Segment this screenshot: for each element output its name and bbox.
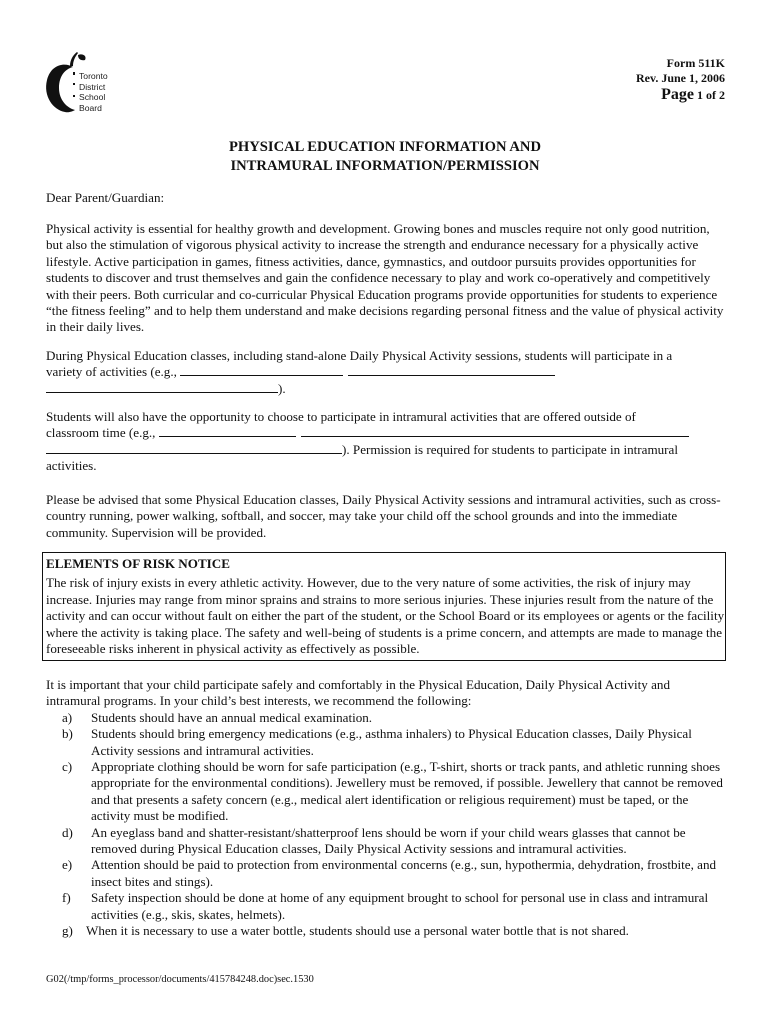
intramural-activities-blank-2[interactable] (301, 425, 689, 437)
list-item: a) Students should have an annual medical examination. (62, 709, 373, 725)
pe-activities-blank-3[interactable] (46, 381, 278, 393)
tdsb-logo (43, 50, 123, 120)
pe-activities-blank-2[interactable] (348, 364, 555, 376)
list-item: e) Attention should be paid to protection from environmental concerns (e.g., sun, hypothermia, dehydration, frostbite, and insect bites and stings). (62, 857, 717, 889)
intro-paragraph: Physical activity is essential for healthy growth and development. Growing bones and muscles require not only good nutrition, but also the stimulation of vigorous physical activity to increase the strength and endurance necessary for a physically active lifestyle. Active participation in games, fitness activities, dance, gymnastics, and outdoor pursuits provides opportunities for students to discover and trust themselves and gain the confidence necessary to play and work co-operatively and competitively with their peers. Both curricular and co-curricular Physical Education programs provide opportunities for students to experience “the fitness feeling” and to help them understand and make decisions regarding personal fitness and the value of physical activity in their daily lives. (46, 221, 724, 335)
off-site-advisory-paragraph: Please be advised that some Physical Education classes, Daily Physical Activity sessions and intramural activities, such as cross-country running, power walking, softball, and soccer, may take your child off the school grounds and into the immediate community. Supervision will be provided. (46, 492, 721, 540)
intramural-paragraph: Students will also have the opportunity to choose to participate in intramural activities that are offered outside of classroom time (e.g., ). Permission is required for students to participate in intramural activities. (46, 409, 726, 475)
document-footer-path: G02(/tmp/forms_processor/documents/415784248.doc)sec.1530 (46, 974, 314, 985)
list-item: f) Safety inspection should be done at home of any equipment brought to school for personal use in class and intramural activities (e.g., skis, skates, helmets). (62, 890, 709, 922)
page-indicator: Page 1 of 2 (661, 86, 725, 103)
risk-notice-box (42, 552, 726, 661)
recommendations-intro: It is important that your child participate safely and comfortably in the Physical Education, Daily Physical Activity and intramural programs. In your child’s best interests, we recommend the following: (46, 677, 670, 709)
intramural-activities-blank-1[interactable] (159, 425, 296, 437)
form-number: Form 511K (666, 56, 725, 70)
logo-wordmark: Toronto District School Board (79, 71, 108, 113)
risk-notice-heading: ELEMENTS OF RISK NOTICE (46, 556, 230, 571)
document-title: PHYSICAL EDUCATION INFORMATION AND INTRAMURAL INFORMATION/PERMISSION (228, 139, 542, 174)
pe-activities-paragraph: During Physical Education classes, including stand-alone Daily Physical Activity sessions, students will participate in a variety of activities (e.g., ). (46, 348, 673, 396)
list-item: d) An eyeglass band and shatter-resistant/shatterproof lens should be worn if your child wears glasses that cannot be removed during Physical Education classes, Daily Physical Activity sessions and intramural activities. (62, 824, 686, 857)
revision-date: Rev. June 1, 2006 (635, 71, 725, 85)
pe-activities-blank-1[interactable] (180, 364, 343, 376)
form-meta (636, 56, 725, 103)
recommendations-section (46, 677, 726, 940)
recommendations-list (46, 710, 726, 940)
intramural-activities-blank-3[interactable] (46, 442, 342, 454)
greeting: Dear Parent/Guardian: (46, 190, 165, 205)
list-item: g) When it is necessary to use a water bottle, students should use a personal water bottle that is not shared. (62, 923, 629, 939)
risk-notice-text: The risk of injury exists in every athletic activity. However, due to the very nature of some activities, the risk of injury may increase. Injuries may range from minor sprains and strains to more serious injuries. These injuries result from the nature of the activity and can occur without fault on either the part of the student, or the School Board or its employees or agents or the facility where the activity is taking place. The safety and well-being of students is a prime concern, and attempts are made to manage the foreseeable risks inherent in physical activity as effectively as possible. (46, 575, 725, 657)
list-item: c) Appropriate clothing should be worn for safe participation (e.g., T-shirt, shorts or track pants, and athletic running shoes appropriate for the environmental conditions). Jewellery must be removed, if possible. Jewellery that cannot be removed and that presents a safety concern (e.g., medical alert identification or religious requirement) must be taped, or the activity must be modified. (62, 759, 723, 824)
list-item: b) Students should bring emergency medications (e.g., asthma inhalers) to Physical Education classes, Daily Physical Activity sessions and intramural activities. (62, 726, 692, 758)
